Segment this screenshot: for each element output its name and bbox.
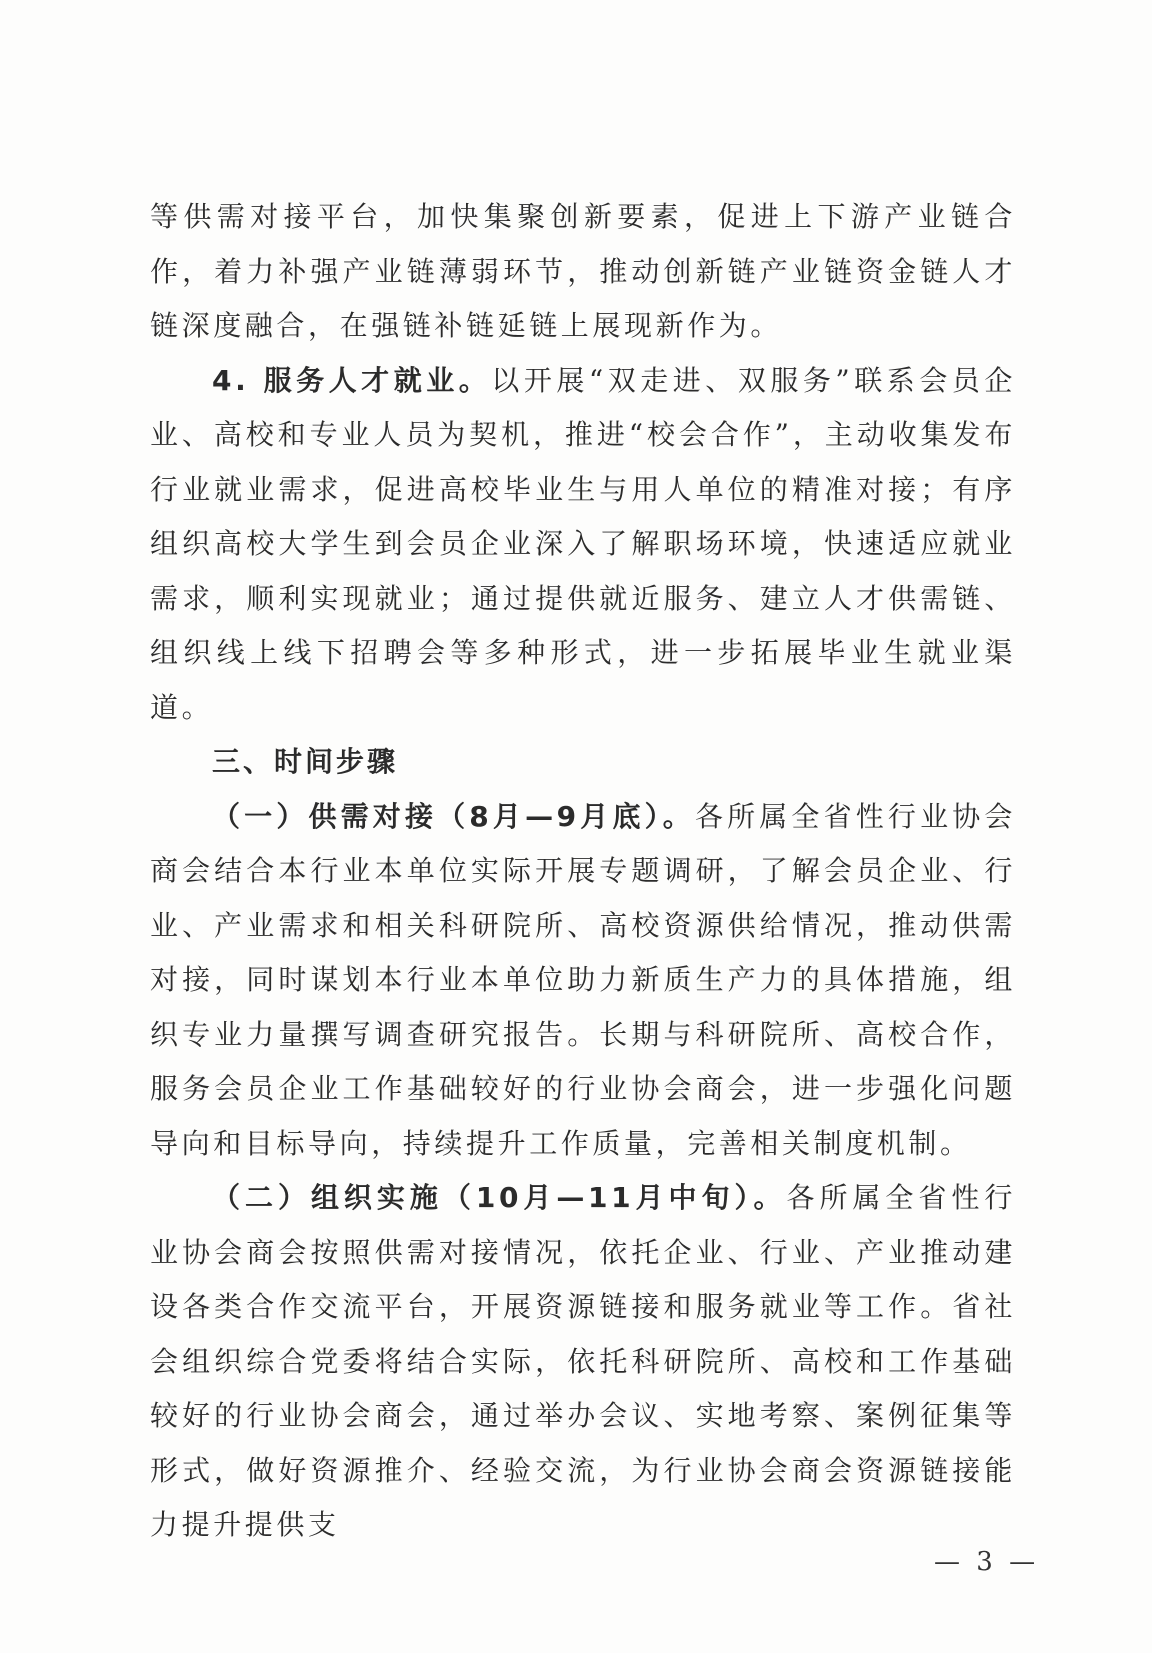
step-heading: （一）供需对接（8月—9月底）。 bbox=[212, 799, 695, 833]
paragraph-step-2 bbox=[150, 1171, 1016, 1553]
paragraph-item-4 bbox=[150, 354, 1016, 736]
paragraph-text: 等供需对接平台，加快集聚创新要素，促进上下游产业链合作，着力补强产业链薄弱环节，推动创新链产业链资金链人才链深度融合，在强链补链延链上展现新作为。 bbox=[150, 200, 1016, 342]
item-heading: 4. 服务人才就业。 bbox=[212, 363, 492, 397]
document-body bbox=[150, 190, 1016, 1553]
section-heading-time-steps bbox=[150, 735, 1016, 790]
paragraph-text: 以开展“双走进、双服务”联系会员企业、高校和专业人员为契机，推进“校会合作”，主动收集发布行业就业需求，促进高校毕业生与用人单位的精准对接；有序组织高校大学生到会员企业深入了解职场环境，快速适应就业需求，顺利实现就业；通过提供就近服务、建立人才供需链、组织线上线下招聘会等多种形式，进一步拓展毕业生就业渠道。 bbox=[150, 363, 1016, 724]
section-heading: 三、时间步骤 bbox=[212, 745, 399, 778]
page-number: — 3 — bbox=[934, 1547, 1040, 1577]
paragraph-text: 各所属全省性行业协会商会按照供需对接情况，依托企业、行业、产业推动建设各类合作交流平台，开展资源链接和服务就业等工作。省社会组织综合党委将结合实际，依托科研院所、高校和工作基础较好的行业协会商会，通过举办会议、实地考察、案例征集等形式，做好资源推介、经验交流，为行业协会商会资源链接能力提升提供支 bbox=[150, 1181, 1016, 1541]
paragraph-continuation bbox=[150, 190, 1016, 354]
paragraph-text: 各所属全省性行业协会商会结合本行业本单位实际开展专题调研，了解会员企业、行业、产业需求和相关科研院所、高校资源供给情况，推动供需对接，同时谋划本行业本单位助力新质生产力的具体措施，组织专业力量撰写调查研究报告。长期与科研院所、高校合作，服务会员企业工作基础较好的行业协会商会，进一步强化问题导向和目标导向，持续提升工作质量，完善相关制度机制。 bbox=[150, 799, 1016, 1160]
step-heading: （二）组织实施（10月—11月中旬）。 bbox=[212, 1181, 787, 1214]
paragraph-step-1 bbox=[150, 790, 1016, 1172]
